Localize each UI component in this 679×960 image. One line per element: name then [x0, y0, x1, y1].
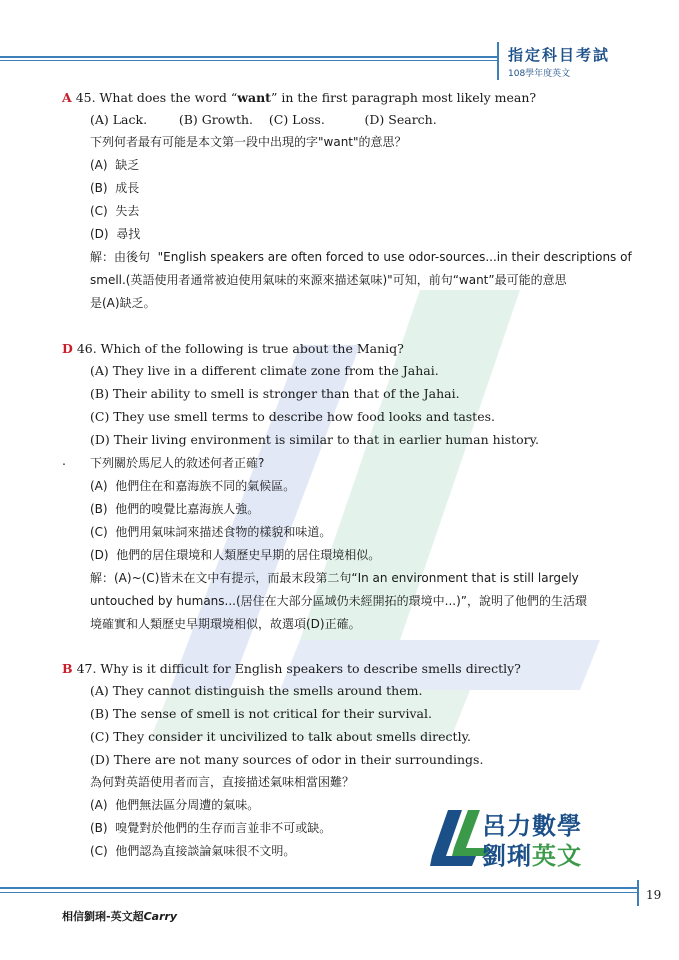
q46-explanation: untouched by humans...(居住在大部分區域仍未經開拓的環境中...)”，說明了他們的生活環 — [90, 594, 587, 608]
header-rule — [0, 56, 497, 58]
exam-title: 指定科目考試 — [508, 46, 611, 64]
brand-name-english — [482, 836, 582, 871]
q47-option-en: (C) They consider it uncivilized to talk about smells directly. — [90, 729, 471, 744]
q47-option-zh: (B) 嗅覺對於他們的生存而言並非不可或缺。 — [90, 821, 332, 835]
q45-options-en: (A) Lack. (B) Growth. (C) Loss. (D) Search. — [90, 112, 437, 127]
page-number: 19 — [646, 888, 662, 902]
q47-answer: B — [62, 661, 73, 676]
q46-option-en: (B) Their ability to smell is stronger than that of the Jahai. — [90, 386, 460, 401]
q46-option-zh: (B) 他們的嗅覺比嘉海族人強。 — [90, 502, 260, 516]
q46-option-en: (C) They use smell terms to describe how food looks and tastes. — [90, 409, 495, 424]
q45-explanation: smell.(英語使用者通常被迫使用氣味的來源來描述氣味)"可知，前句“want”最可能的意思 — [90, 273, 567, 287]
slogan-en: Carry — [143, 910, 178, 923]
q47-option-en: (A) They cannot distinguish the smells around them. — [90, 683, 423, 698]
q45-answer: A — [62, 90, 72, 105]
q46-option-zh: (A) 他們住在和嘉海族不同的氣候區。 — [90, 479, 296, 493]
footer-rule-thin — [0, 892, 637, 893]
q47-question-text: 47. Why is it difficult for English speakers to describe smells directly? — [76, 661, 521, 676]
q46-explanation: 境確實和人類歷史早期環境相似，故選項(D)正確。 — [90, 617, 361, 631]
q46-bullet: . — [62, 453, 66, 468]
q47-question-zh: 為何對英語使用者而言，直接描述氣味相當困難？ — [90, 775, 355, 789]
q45-question-pre: 45. What does the word “ — [75, 90, 238, 105]
q47-option-zh: (A) 他們無法區分周遭的氣味。 — [90, 798, 260, 812]
q46-option-zh: (D) 他們的居住環境和人類歷史早期的居住環境相似。 — [90, 548, 381, 562]
q45-question — [62, 90, 536, 106]
q46-option-zh: (C) 他們用氣味詞來描述食物的樣貌和味道。 — [90, 525, 332, 539]
footer-slogan — [62, 908, 177, 924]
q46-option-en: (D) Their living environment is similar to that in earlier human history. — [90, 432, 539, 447]
brand-name-teacher: 劉琍 — [482, 842, 532, 870]
q45-question-post: ” in the first paragraph most likely mean? — [270, 90, 537, 105]
q45-question-word: want — [237, 90, 271, 105]
q45-question-zh: 下列何者最有可能是本文第一段中出現的字"want"的意思？ — [90, 135, 407, 149]
q45-explanation: 是(A)缺乏。 — [90, 296, 156, 310]
footer-divider — [637, 880, 639, 906]
brand-name-subject: 英文 — [532, 842, 582, 870]
q46-question-text: 46. Which of the following is true about the Maniq? — [76, 341, 404, 356]
q46-option-en: (A) They live in a different climate zone from the Jahai. — [90, 363, 439, 378]
header-rule-thin — [0, 60, 497, 61]
exam-subtitle: 108學年度英文 — [508, 69, 571, 79]
q46-answer: D — [62, 341, 73, 356]
q46-explanation: 解：(A)~(C)皆未在文中有提示，而最末段第二句“In an environment that is still largely — [90, 571, 579, 585]
q47-option-en: (B) The sense of smell is not critical for their survival. — [90, 706, 432, 721]
q46-question-zh: 下列關於馬尼人的敘述何者正確? — [90, 456, 265, 470]
q47-option-zh: (C) 他們認為直接談論氣味很不文明。 — [90, 844, 296, 858]
q45-explanation: 解：由後句 "English speakers are often forced to use odor-sources...in their descriptions of — [90, 250, 632, 264]
q46-question — [62, 341, 404, 357]
q45-option-zh: (C) 失去 — [90, 204, 140, 218]
q45-option-zh: (B) 成長 — [90, 181, 140, 195]
q47-question — [62, 661, 521, 677]
q45-option-zh: (D) 尋找 — [90, 227, 141, 241]
header-divider — [497, 42, 499, 80]
slogan-zh: 相信劉琍-英文超 — [62, 910, 144, 923]
brand-name-math: 呂力數學 — [482, 812, 582, 840]
q45-option-zh: (A) 缺乏 — [90, 158, 140, 172]
q47-option-en: (D) There are not many sources of odor in their surroundings. — [90, 752, 484, 767]
footer-rule — [0, 887, 637, 889]
